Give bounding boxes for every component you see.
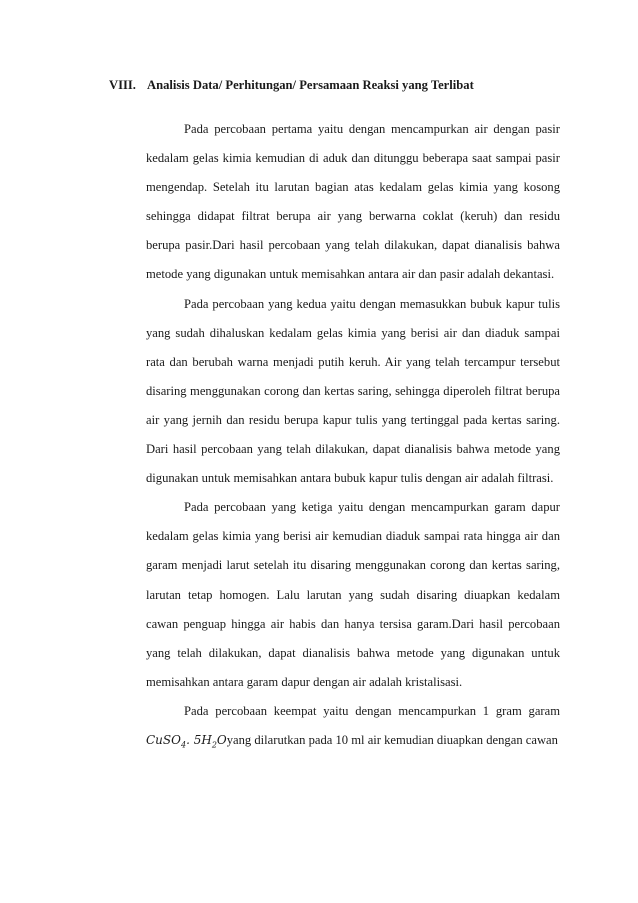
formula-so: SO xyxy=(162,732,181,747)
formula-o: O xyxy=(216,732,227,747)
section-number: VIII. xyxy=(109,78,136,92)
body-text xyxy=(146,115,560,755)
formula-h-subscript: 2 xyxy=(211,740,217,750)
formula-so-subscript: 4 xyxy=(180,740,187,750)
paragraph-4-tail: yang dilarutkan pada 10 ml air kemudian diuapkan dengan cawan xyxy=(226,732,558,747)
formula-h: H xyxy=(201,732,212,747)
section-heading xyxy=(109,78,474,93)
paragraph-4-lead: Pada percobaan keempat yaitu dengan mencampurkan 1 gram garam xyxy=(184,703,560,718)
paragraph-2: Pada percobaan yang kedua yaitu dengan memasukkan bubuk kapur tulis yang sudah dihaluskan kedalam gelas kimia yang berisi air dan diaduk sampai rata dan berubah warna menjadi putih keruh. Air yang telah tercampur tersebut disaring menggunakan corong dan kertas saring, sehingga diperoleh filtrat berupa air yang jernih dan residu berupa kapur tulis yang tertinggal pada kertas saring. Dari hasil percobaan yang telah dilakukan, dapat dianalisis bahwa metode yang digunakan untuk memisahkan antara bubuk kapur tulis dengan air adalah filtrasi. xyxy=(146,296,560,486)
paragraph-4 xyxy=(146,697,560,755)
paragraph-1: Pada percobaan pertama yaitu dengan mencampurkan air dengan pasir kedalam gelas kimia kemudian di aduk dan ditunggu beberapa saat sampai pasir mengendap. Setelah itu larutan bagian atas kedalam gelas kimia yang kosong sehingga didapat filtrat berupa air yang berwarna coklat (keruh) dan residu berupa pasir.Dari hasil percobaan yang telah dilakukan, dapat dianalisis bahwa metode yang digunakan untuk memisahkan antara air dan pasir adalah dekantasi. xyxy=(146,122,560,282)
chemical-formula xyxy=(146,732,227,750)
formula-dot: . 5 xyxy=(186,732,202,747)
section-title: Analisis Data/ Perhitungan/ Persamaan Reaksi yang Terlibat xyxy=(147,78,474,92)
formula-cu: Cu xyxy=(146,732,163,747)
paragraph-3: Pada percobaan yang ketiga yaitu dengan mencampurkan garam dapur kedalam gelas kimia yang berisi air kemudian diaduk sampai rata hingga air dan garam menjadi larut setelah itu disaring menggunakan corong dan kertas saring, larutan tetap homogen. Lalu larutan yang sudah disaring diuapkan kedalam cawan penguap hingga air habis dan hanya tersisa garam.Dari hasil percobaan yang telah dilakukan, dapat dianalisis bahwa metode yang digunakan untuk memisahkan antara garam dapur dengan air adalah kristalisasi. xyxy=(146,500,560,689)
